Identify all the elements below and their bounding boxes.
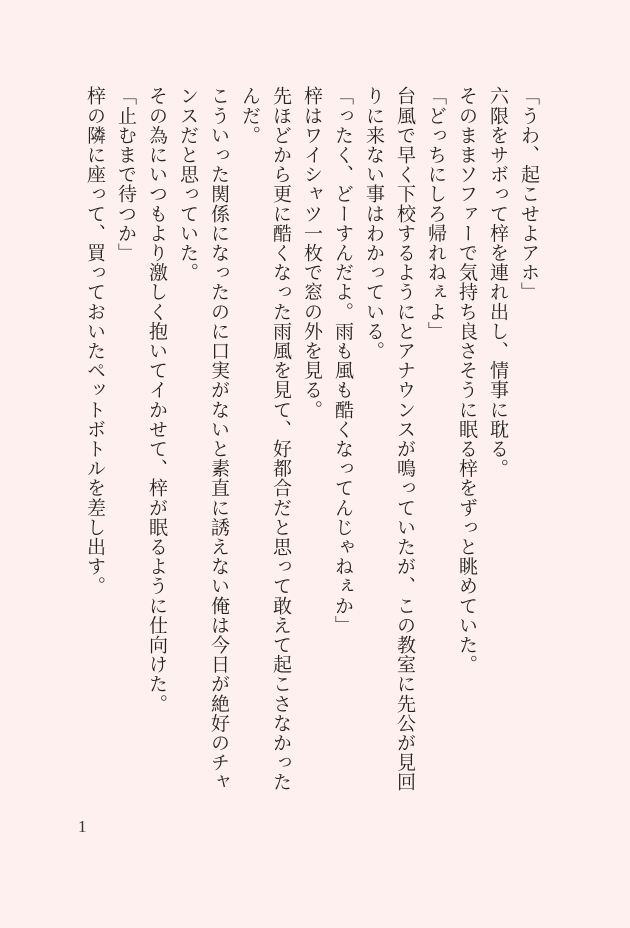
novel-paragraph: 「うわ、起こせよアホ」 xyxy=(518,86,539,302)
novel-paragraph: その為にいつもより激しく抱いてイかせて、梓が眠るように仕向けた。 xyxy=(146,86,167,714)
novel-paragraph: 「どっちにしろ帰れねぇよ」 xyxy=(425,86,446,341)
novel-paragraph: 「止むまで待つか」 xyxy=(115,86,136,263)
novel-paragraph: 「ったく、どーすんだよ。雨も風も酷くなってんじゃねぇか」 xyxy=(332,86,353,635)
page-number: 1 xyxy=(78,817,87,836)
novel-paragraph: 六限をサボって梓を連れ出し、情事に耽る。 xyxy=(487,86,508,478)
novel-paragraph: 台風で早く下校するようにとアナウンスが鳴っていたが、この教室に先公が見回りに来ない事はわかっている。 xyxy=(363,86,415,792)
novel-paragraph: そのままソファーで気持ち良さそうに眠る梓をずっと眺めていた。 xyxy=(456,86,477,674)
novel-paragraph: 先ほどから更に酷くなった雨風を見て、好都合だと思って敢えて起こさなかったんだ。 xyxy=(239,86,291,792)
novel-paragraph: こういった関係になったのに口実がないと素直に誘えない俺は今日が絶好のチャンスだと思っていた。 xyxy=(177,86,229,792)
novel-paragraph: 梓の隣に座って、買っておいたペットボトルを差し出す。 xyxy=(84,86,105,596)
novel-body-text xyxy=(79,86,544,793)
novel-paragraph: 梓はワイシャツ一枚で窓の外を見る。 xyxy=(301,86,322,420)
